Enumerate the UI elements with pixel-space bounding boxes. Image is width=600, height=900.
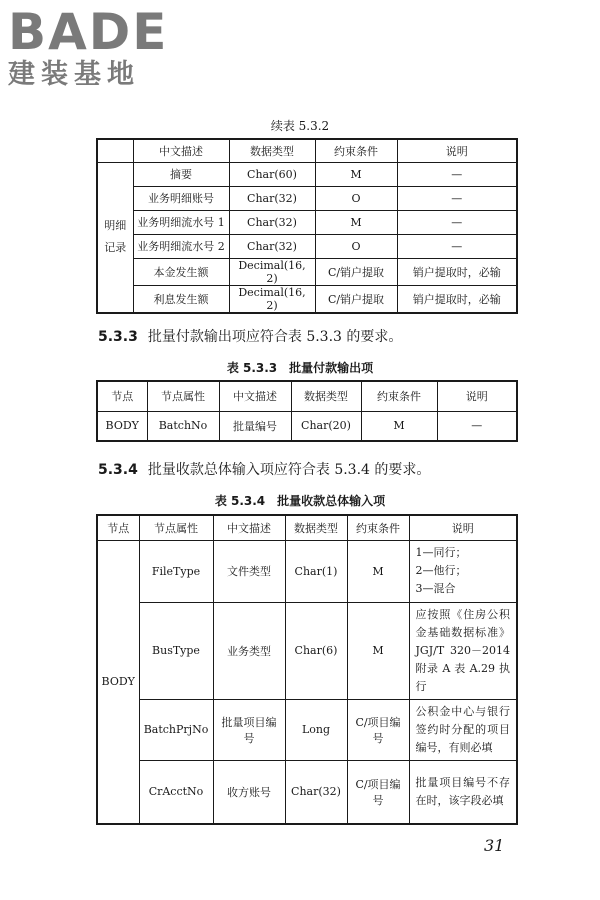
section-number: 5.3.3 (98, 329, 138, 345)
table-cell: O (315, 186, 397, 210)
table2-caption: 表 5.3.3 批量付款输出项 (226, 361, 374, 375)
table-cell: 本金发生额 (133, 258, 229, 285)
table-row (97, 540, 517, 602)
table-row (97, 162, 517, 186)
table3-header: 数据类型 (285, 515, 347, 540)
table-cell: M (315, 162, 397, 186)
table-row (97, 699, 517, 760)
table-row (97, 258, 517, 285)
table3-header: 说明 (409, 515, 517, 540)
table-row (97, 602, 517, 699)
table-cell: Char(32) (229, 186, 315, 210)
table-cell: FileType (139, 540, 213, 602)
group-label: 记录 (104, 241, 127, 254)
table-cell: 批量编号 (219, 411, 291, 441)
section-5-3-4 (98, 459, 430, 479)
table-row (97, 186, 517, 210)
logo-brand: BADE (8, 3, 169, 61)
table-cell: 业务类型 (213, 602, 285, 699)
table-cell: 业务明细流水号 1 (133, 210, 229, 234)
notes-cell: 公积金中心与银行签约时分配的项目编号，有则必填 (409, 699, 517, 760)
section-number: 5.3.4 (98, 462, 138, 478)
table-cell: M (347, 602, 409, 699)
table-cell: C/销户提取 (315, 258, 397, 285)
notes-cell: 批量项目编号不存在时，该字段必填 (409, 760, 517, 824)
notes-cell (409, 540, 517, 602)
table2-header: 节点属性 (147, 381, 219, 411)
table2-header: 节点 (97, 381, 147, 411)
table-cell: — (437, 411, 517, 441)
table-cell: Char(1) (285, 540, 347, 602)
table3-caption: 表 5.3.4 批量收款总体输入项 (214, 494, 386, 508)
table2-header: 数据类型 (291, 381, 361, 411)
table-cell: BODY (97, 411, 147, 441)
section-text: 批量付款输出项应符合表 5.3.3 的要求。 (147, 329, 403, 345)
page-number: 31 (484, 836, 505, 855)
table1 (96, 138, 518, 314)
table-row (97, 285, 517, 313)
group-label: 明细 (104, 219, 127, 232)
table-cell: 摘要 (133, 162, 229, 186)
notes-cell: 应按照《住房公积金基础数据标准》JGJ/T 320－2014 附录 A 表 A.29 执行 (409, 602, 517, 699)
logo-subtitle: 建装基地 (8, 59, 140, 90)
table-cell: 利息发生额 (133, 285, 229, 313)
table2-header: 说明 (437, 381, 517, 411)
note-line: 2—他行； (415, 564, 467, 577)
table2 (96, 380, 518, 442)
note-line: 1—同行； (415, 546, 467, 559)
logo (8, 3, 169, 92)
table-cell: 业务明细账号 (133, 186, 229, 210)
table-cell: — (397, 234, 517, 258)
table-cell: Long (285, 699, 347, 760)
table-cell: 销户提取时，必输 (397, 285, 517, 313)
table1-header: 数据类型 (229, 139, 315, 162)
table-cell: 文件类型 (213, 540, 285, 602)
table1-corner (97, 139, 133, 162)
table-cell: Char(20) (291, 411, 361, 441)
table-cell: Char(32) (229, 210, 315, 234)
table-cell: C/项目编号 (347, 760, 409, 824)
table-cell: M (347, 540, 409, 602)
table-cell: BusType (139, 602, 213, 699)
node-cell: BODY (97, 540, 139, 824)
table-cell: — (397, 162, 517, 186)
section-text: 批量收款总体输入项应符合表 5.3.4 的要求。 (147, 462, 431, 478)
table-cell: C/销户提取 (315, 285, 397, 313)
table-cell: Char(32) (229, 234, 315, 258)
table-cell: 批量项目编号 (213, 699, 285, 760)
table-row (97, 210, 517, 234)
table1-header: 约束条件 (315, 139, 397, 162)
table-row (97, 234, 517, 258)
table-cell: 销户提取时，必输 (397, 258, 517, 285)
table2-header: 中文描述 (219, 381, 291, 411)
table-cell: Decimal(16, 2) (229, 285, 315, 313)
table-cell: BatchPrjNo (139, 699, 213, 760)
table-cell: Char(60) (229, 162, 315, 186)
table-cell: Decimal(16, 2) (229, 258, 315, 285)
table-cell: C/项目编号 (347, 699, 409, 760)
table-cell: Char(6) (285, 602, 347, 699)
table-cell: M (361, 411, 437, 441)
table3-header: 约束条件 (347, 515, 409, 540)
table-cell: Char(32) (285, 760, 347, 824)
table3-header: 中文描述 (213, 515, 285, 540)
table-cell: 收方账号 (213, 760, 285, 824)
note-line: 3—混合 (415, 582, 456, 595)
table3-header: 节点 (97, 515, 139, 540)
table-row (97, 411, 517, 441)
table1-header: 说明 (397, 139, 517, 162)
table-cell: BatchNo (147, 411, 219, 441)
table-cell: — (397, 186, 517, 210)
section-5-3-3 (98, 326, 402, 346)
table1-header: 中文描述 (133, 139, 229, 162)
table3 (96, 514, 518, 825)
table-cell: 业务明细流水号 2 (133, 234, 229, 258)
table1-group-cell (97, 162, 133, 313)
table-cell: CrAcctNo (139, 760, 213, 824)
table-cell: — (397, 210, 517, 234)
table-row (97, 760, 517, 824)
table2-header: 约束条件 (361, 381, 437, 411)
table1-caption: 续表 5.3.2 (270, 119, 330, 133)
table-cell: M (315, 210, 397, 234)
table-cell: O (315, 234, 397, 258)
table3-header: 节点属性 (139, 515, 213, 540)
